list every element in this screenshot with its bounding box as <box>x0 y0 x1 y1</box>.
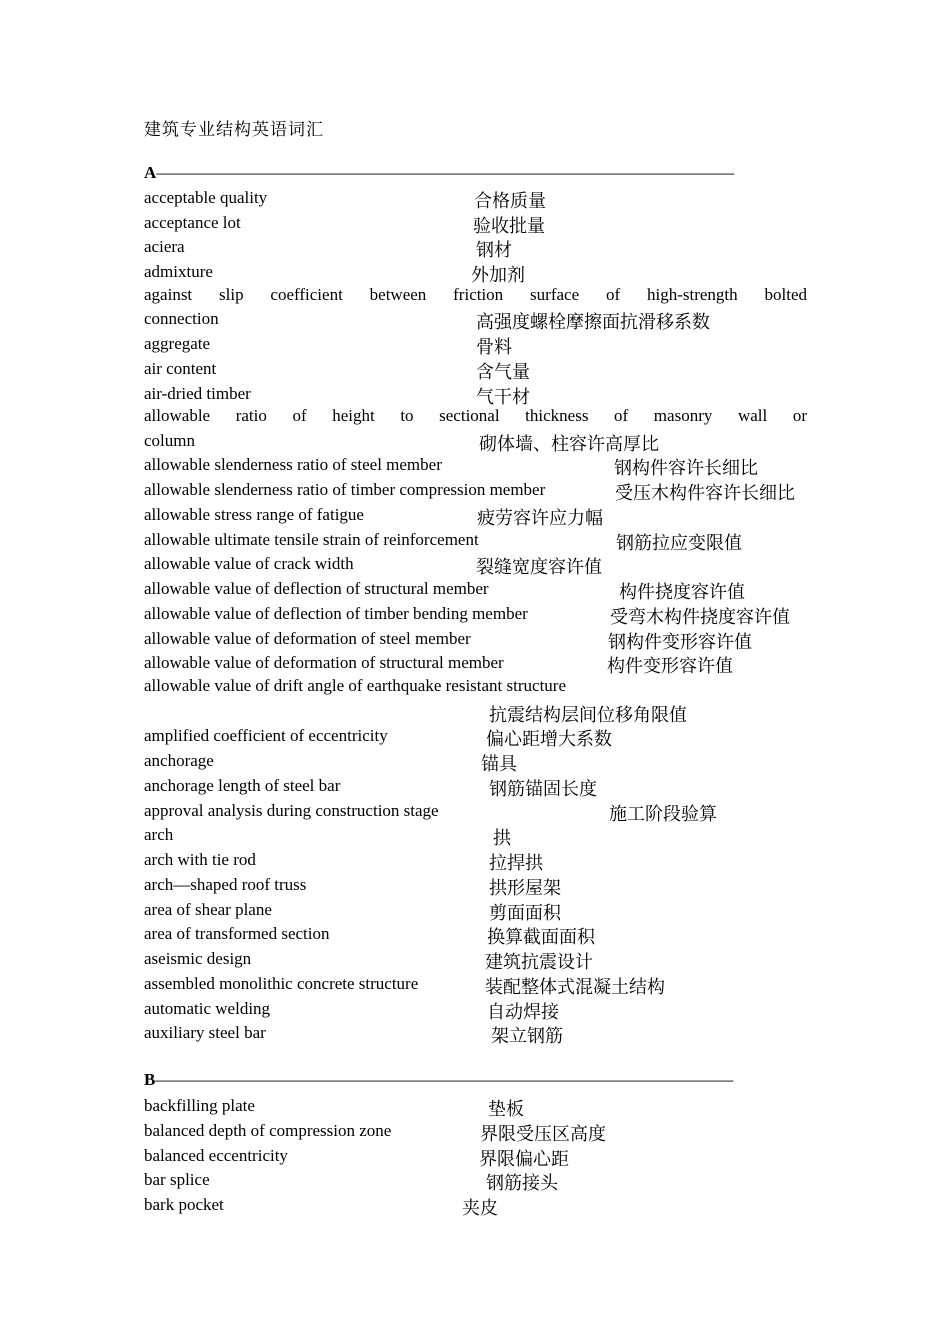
term-cn: 界限偏心距 <box>479 1149 569 1169</box>
term-cn: 拉捍拱 <box>489 853 543 873</box>
term-en: arch with tie rod <box>144 850 256 869</box>
term-cn: 受压木构件容许长细比 <box>615 483 795 503</box>
section-header-b <box>144 1070 733 1090</box>
term-cn: 受弯木构件挠度容许值 <box>610 607 790 627</box>
term-cn: 裂缝宽度容许值 <box>476 557 602 577</box>
term-en-line1: against slip coefficient between friction surface of high-strength bolted <box>144 285 807 304</box>
term-en: allowable value of crack width <box>144 554 354 573</box>
term-en-line1: allowable ratio of height to sectional thickness of masonry wall or <box>144 406 807 425</box>
term-en: acceptable quality <box>144 188 268 207</box>
term-en: allowable slenderness ratio of steel member <box>144 455 442 474</box>
term-en: air-dried timber <box>144 384 251 403</box>
term-cn: 建筑抗震设计 <box>485 952 593 972</box>
term-cn: 气干材 <box>476 387 530 407</box>
section-header-a <box>144 163 734 183</box>
term-cn: 钢构件变形容许值 <box>608 632 752 652</box>
term-en: allowable slenderness ratio of timber compression member <box>144 480 546 499</box>
term-en: allowable value of deformation of steel member <box>144 629 471 648</box>
term-cn: 含气量 <box>476 362 530 382</box>
term-cn: 抗震结构层间位移角限值 <box>489 705 687 725</box>
term-cn: 砌体墙、柱容许高厚比 <box>479 434 659 454</box>
term-en: anchorage length of steel bar <box>144 776 341 795</box>
term-en: allowable ultimate tensile strain of reinforcement <box>144 530 479 549</box>
term-en: connection <box>144 309 219 328</box>
term-en: auxiliary steel bar <box>144 1023 266 1042</box>
section-rule: ——————————————————————————————————— <box>156 163 734 182</box>
section-rule: ——————————————————————————————————— <box>155 1070 733 1089</box>
term-en: anchorage <box>144 751 214 770</box>
term-cn: 夹皮 <box>462 1198 498 1218</box>
term-cn: 装配整体式混凝土结构 <box>485 977 665 997</box>
term-cn: 拱 <box>493 828 511 848</box>
term-en: allowable value of drift angle of earthquake resistant structure <box>144 676 566 695</box>
term-en: allowable value of deformation of structural member <box>144 653 504 672</box>
term-cn: 构件变形容许值 <box>607 656 733 676</box>
section-letter: A <box>144 163 157 182</box>
term-en: amplified coefficient of eccentricity <box>144 726 388 745</box>
term-cn: 架立钢筋 <box>491 1026 563 1046</box>
term-cn: 骨料 <box>476 337 512 357</box>
term-cn: 钢材 <box>476 240 512 260</box>
term-cn: 构件挠度容许值 <box>619 582 745 602</box>
term-en: allowable value of deflection of structural member <box>144 579 489 598</box>
term-cn: 垫板 <box>488 1099 524 1119</box>
term-cn: 施工阶段验算 <box>609 804 717 824</box>
term-cn: 剪面面积 <box>489 903 561 923</box>
term-en: arch—shaped roof truss <box>144 875 307 894</box>
term-en: aciera <box>144 237 185 256</box>
term-cn: 界限受压区高度 <box>480 1124 606 1144</box>
term-en: bark pocket <box>144 1195 224 1214</box>
term-en: approval analysis during construction stage <box>144 801 439 820</box>
term-cn: 验收批量 <box>473 216 545 236</box>
term-en: area of transformed section <box>144 924 330 943</box>
term-en: aseismic design <box>144 949 252 968</box>
term-en: allowable stress range of fatigue <box>144 505 364 524</box>
term-en: admixture <box>144 262 213 281</box>
term-cn: 偏心距增大系数 <box>486 729 612 749</box>
term-en: column <box>144 431 195 450</box>
term-cn: 钢筋接头 <box>486 1173 558 1193</box>
term-cn: 钢构件容许长细比 <box>614 458 758 478</box>
term-en: air content <box>144 359 217 378</box>
term-en: balanced eccentricity <box>144 1146 288 1165</box>
section-letter: B <box>144 1070 156 1089</box>
term-en: aggregate <box>144 334 211 353</box>
term-en: automatic welding <box>144 999 271 1018</box>
term-cn: 换算截面面积 <box>487 927 595 947</box>
term-en: bar splice <box>144 1170 210 1189</box>
term-en: backfilling plate <box>144 1096 255 1115</box>
term-en: acceptance lot <box>144 213 241 232</box>
term-cn: 拱形屋架 <box>489 878 561 898</box>
term-cn: 疲劳容许应力幅 <box>477 508 603 528</box>
term-cn: 自动焊接 <box>487 1002 559 1022</box>
document-title: 建筑专业结构英语词汇 <box>144 120 324 139</box>
term-cn: 钢筋拉应变限值 <box>616 533 742 553</box>
term-cn: 高强度螺栓摩擦面抗滑移系数 <box>476 312 710 332</box>
term-cn: 合格质量 <box>474 191 546 211</box>
term-cn: 钢筋锚固长度 <box>489 779 597 799</box>
term-en: arch <box>144 825 174 844</box>
term-en: assembled monolithic concrete structure <box>144 974 419 993</box>
term-en: balanced depth of compression zone <box>144 1121 392 1140</box>
term-cn: 外加剂 <box>471 265 525 285</box>
term-en: allowable value of deflection of timber bending member <box>144 604 528 623</box>
term-cn: 锚具 <box>481 754 517 774</box>
term-en: area of shear plane <box>144 900 272 919</box>
